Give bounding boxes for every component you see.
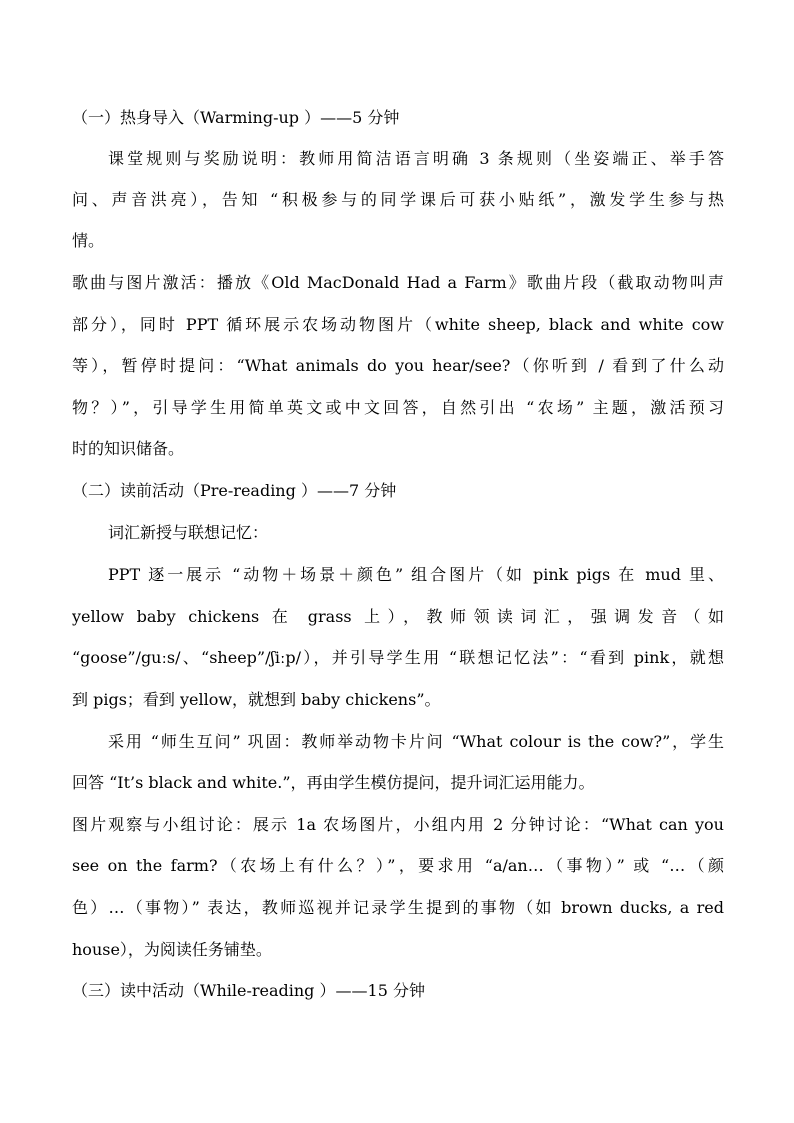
paragraph-line: 歌曲与图片激活：播放《Old MacDonald Had a Farm》歌曲片段（截取动物叫声 bbox=[72, 273, 724, 292]
subsection-title: 词汇新授与联想记忆： bbox=[108, 523, 269, 542]
paragraph-line: 图片观察与小组讨论：展示 1a 农场图片，小组内用 2 分钟讨论：“What can you bbox=[72, 815, 724, 834]
paragraph-line: 等），暂停时提问：“What animals do you hear/see?（你听到 / 看到了什么动 bbox=[72, 356, 724, 375]
paragraph-line: 物？）”，引导学生用简单英文或中文回答，自然引出 “农场” 主题，激活预习 bbox=[72, 398, 724, 417]
paragraph-line: PPT 逐一展示 “动物＋场景＋颜色” 组合图片（如 pink pigs 在 mud 里、 bbox=[108, 565, 724, 584]
paragraph-line: yellow baby chickens 在 grass 上），教师领读词汇，强调发音（如 bbox=[72, 607, 724, 626]
paragraph-line: 部分），同时 PPT 循环展示农场动物图片（white sheep, black and white cow bbox=[72, 315, 724, 334]
paragraph-line: see on the farm?（农场上有什么？）”，要求用 “a/an…（事物）” 或 “…（颜 bbox=[72, 856, 724, 875]
paragraph-line: 情。 bbox=[72, 231, 105, 250]
paragraph-line: 到 pigs；看到 yellow，就想到 baby chickens”。 bbox=[72, 690, 441, 709]
paragraph-line: 回答 “It’s black and white.”，再由学生模仿提问，提升词汇运用能力。 bbox=[72, 773, 595, 792]
paragraph-line: 课堂规则与奖励说明：教师用简洁语言明确 3 条规则（坐姿端正、举手答 bbox=[108, 149, 724, 168]
paragraph-line: 时的知识储备。 bbox=[72, 439, 185, 458]
section-heading-warming-up: （一）热身导入（Warming-up ）——5 分钟 bbox=[72, 108, 400, 127]
section-heading-while-reading: （三）读中活动（While-reading ）——15 分钟 bbox=[72, 981, 425, 1000]
paragraph-line: 采用 “师生互问” 巩固：教师举动物卡片问 “What colour is the cow?”，学生 bbox=[108, 732, 724, 751]
paragraph-line: 色）…（事物）” 表达，教师巡视并记录学生提到的事物（如 brown ducks, a red bbox=[72, 898, 724, 917]
paragraph-line: 问、声音洪亮），告知 “积极参与的同学课后可获小贴纸”，激发学生参与热 bbox=[72, 190, 724, 209]
paragraph-line: house），为阅读任务铺垫。 bbox=[72, 940, 272, 959]
paragraph-line: “goose”/guːs/、“sheep”/ʃiːp/），并引导学生用 “联想记忆法”：“看到 pink，就想 bbox=[72, 648, 724, 667]
section-heading-pre-reading: （二）读前活动（Pre-reading ）——7 分钟 bbox=[72, 481, 397, 500]
